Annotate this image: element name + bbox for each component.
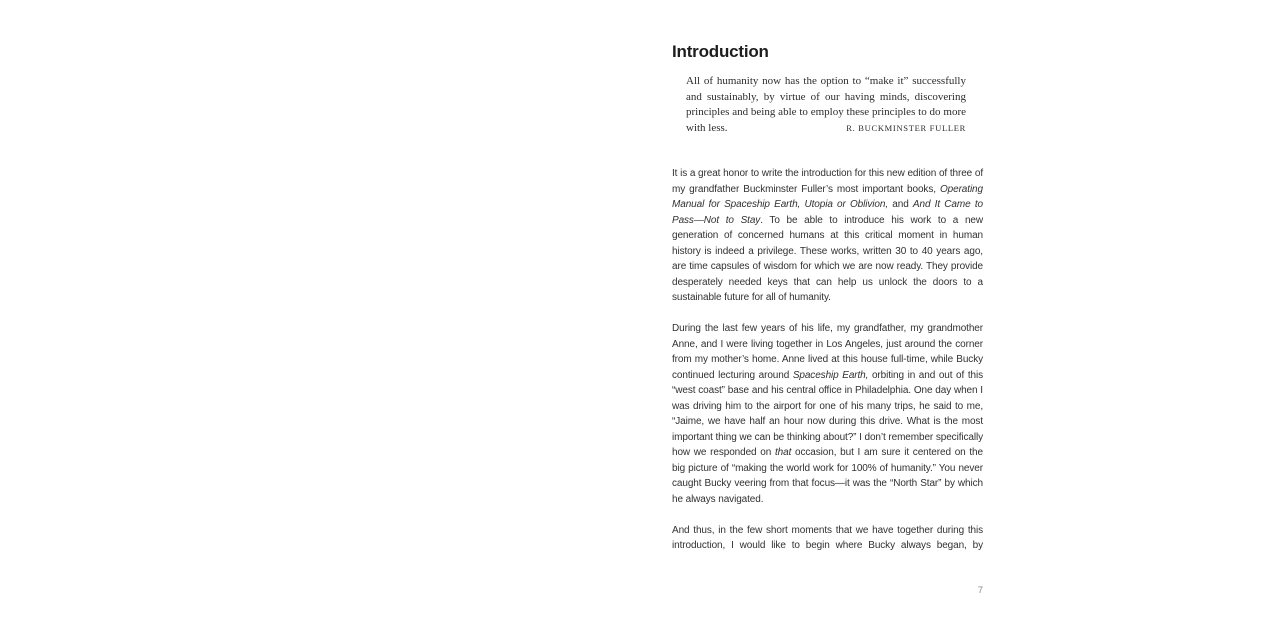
page-number: 7 <box>977 585 983 596</box>
page-title: Introduction <box>672 42 769 61</box>
epigraph-attribution: R. BUCKMINSTER FULLER <box>846 122 966 133</box>
epigraph-quote: All of humanity now has the option to “make it” successfully and sustainably, by virtue of our having minds, discovering principles and being able to employ these principles to do more with less. <box>686 75 966 134</box>
paragraph: And thus, in the few short moments that we have together during this introduction, I would like to begin where Bucky always began, by <box>672 524 983 551</box>
page-content <box>672 42 983 569</box>
epigraph <box>686 74 966 136</box>
paragraph: It is a great honor to write the introduction for this new edition of three of my grandfather Buckminster Fuller’s most important books, Operating Manual for Spaceship Earth, Utopia or Oblivion, and And It Came to Pass—Not to Stay. To be able to introduce his work to a new generation of concerned humans at this critical moment in human history is indeed a privilege. These works, written 30 to 40 years ago, are time capsules of wisdom for which we are now ready. They provide desperately needed keys that can help us unlock the doors to a sustainable future for all of humanity. <box>672 168 983 303</box>
epigraph-text <box>686 74 966 136</box>
body-text <box>672 166 983 554</box>
paragraph: During the last few years of his life, my grandfather, my grandmother Anne, and I were living together in Los Angeles, just around the corner from my mother’s home. Anne lived at this house full-time, while Bucky continued lecturing around Spaceship Earth, orbiting in and out of this “west coast” base and his central office in Philadelphia. One day when I was driving him to the airport for one of his many trips, he said to me, “Jaime, we have half an hour now during this drive. What is the most important thing we can be thinking about?” I don’t remember specifically how we responded on that occasion, but I am sure it centered on the big picture of “making the world work for 100% of humanity.” You never caught Bucky veering from that focus—it was the “North Star” by which he always navigated. <box>672 323 983 505</box>
